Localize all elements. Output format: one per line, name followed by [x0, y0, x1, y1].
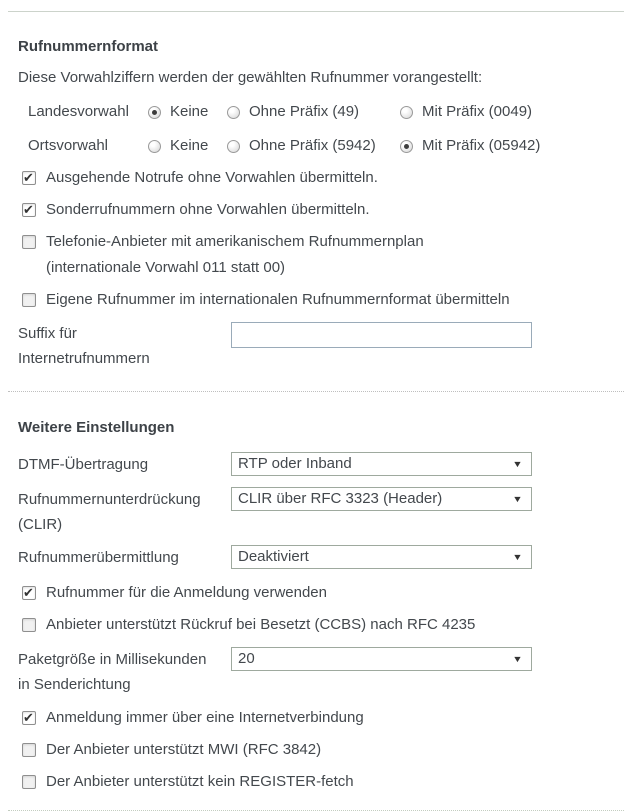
- radio-label: Mit Präfix (0049): [422, 103, 533, 120]
- radio-label: Mit Präfix (05942): [422, 137, 541, 154]
- checkbox-label-line2: (internationale Vorwahl 011 statt 00): [46, 259, 286, 276]
- select-value: CLIR über RFC 3323 (Header): [238, 490, 443, 507]
- radio-landesvorwahl-ohne-praefix[interactable]: [227, 102, 400, 122]
- checkbox-label: [46, 232, 424, 278]
- radio-label: Ohne Präfix (49): [249, 103, 360, 120]
- checkbox-label: Anbieter unterstützt Rückruf bei Besetzt (CCBS) nach RFC 4235: [46, 616, 476, 633]
- radio-label: Keine: [170, 103, 209, 120]
- checkbox-notrufe[interactable]: [22, 168, 612, 188]
- paketgroesse-label-line2: in Senderichtung: [18, 676, 131, 693]
- radio-row-ortsvorwahl: [28, 136, 612, 156]
- clir-label-line2: (CLIR): [18, 516, 63, 533]
- clir-label-line1: Rufnummernunterdrückung: [18, 491, 201, 508]
- radio-ortsvorwahl-ohne-praefix[interactable]: [227, 136, 400, 156]
- checkbox-label: Der Anbieter unterstützt kein REGISTER-fetch: [46, 773, 354, 790]
- checkbox-internationales-format[interactable]: [22, 290, 612, 310]
- radio-row-landesvorwahl: [28, 102, 612, 122]
- checkbox-icon: [22, 743, 36, 757]
- suffix-label-line1: Suffix für: [18, 325, 77, 342]
- checkbox-label: Rufnummer für die Anmeldung verwenden: [46, 584, 327, 601]
- checkbox-icon: [22, 586, 36, 600]
- select-value: RTP oder Inband: [238, 455, 352, 472]
- radio-icon: [227, 140, 240, 153]
- checkbox-rufnummer-anmeldung[interactable]: [22, 583, 612, 603]
- checkbox-label: Der Anbieter unterstützt MWI (RFC 3842): [46, 741, 322, 758]
- checkbox-amerikanischer-rufnummernplan[interactable]: [22, 232, 612, 278]
- checkbox-ccbs[interactable]: [22, 615, 612, 635]
- suffix-input[interactable]: [231, 322, 532, 348]
- clir-label: [18, 487, 231, 535]
- dtmf-select[interactable]: [231, 452, 532, 476]
- radio-icon: [400, 106, 413, 119]
- dropdown-arrow-icon: ▼: [512, 552, 523, 562]
- radio-label: Ohne Präfix (5942): [249, 137, 376, 154]
- section-title-weitere-einstellungen: Weitere Einstellungen: [18, 419, 175, 436]
- dropdown-arrow-icon: ▼: [512, 459, 523, 469]
- section-rufnummernformat: [0, 37, 632, 369]
- clir-row: [18, 487, 612, 535]
- radio-icon: [148, 106, 161, 119]
- section-title-rufnummernformat: Rufnummernformat: [18, 38, 159, 55]
- dtmf-row: [18, 452, 612, 476]
- suffix-field-row: [18, 322, 612, 369]
- dropdown-arrow-icon: ▼: [512, 494, 523, 504]
- select-value: Deaktiviert: [238, 548, 309, 565]
- checkbox-icon: [22, 775, 36, 789]
- suffix-label-line2: Internetrufnummern: [18, 350, 150, 367]
- section-divider: [8, 391, 624, 392]
- radio-landesvorwahl-mit-praefix[interactable]: [400, 102, 532, 122]
- checkbox-label: Eigene Rufnummer im internationalen Rufnummernformat übermitteln: [46, 291, 510, 308]
- radio-icon: [400, 140, 413, 153]
- clir-select[interactable]: [231, 487, 532, 511]
- radio-ortsvorwahl-mit-praefix[interactable]: [400, 136, 540, 156]
- checkbox-icon: [22, 171, 36, 185]
- checkbox-label: Ausgehende Notrufe ohne Vorwahlen übermitteln.: [46, 169, 378, 186]
- checkbox-icon: [22, 618, 36, 632]
- checkbox-icon: [22, 203, 36, 217]
- paketgroesse-row: [18, 647, 612, 695]
- checkbox-sonderrufnummern[interactable]: [22, 200, 612, 220]
- paketgroesse-label-line1: Paketgröße in Millisekunden: [18, 651, 207, 668]
- section-weitere-einstellungen: [0, 418, 632, 792]
- checkbox-icon: [22, 711, 36, 725]
- radio-icon: [148, 140, 161, 153]
- radio-ortsvorwahl-keine[interactable]: [148, 136, 227, 156]
- rufnummeruebermittlung-select[interactable]: [231, 545, 532, 569]
- checkbox-internetverbindung[interactable]: [22, 708, 612, 728]
- rufnummeruebermittlung-label: Rufnummerübermittlung: [18, 549, 179, 566]
- paketgroesse-select[interactable]: [231, 647, 532, 671]
- radio-label: Keine: [170, 137, 209, 154]
- suffix-label: [18, 322, 231, 369]
- rufnummeruebermittlung-row: [18, 545, 612, 569]
- select-value: 20: [238, 650, 255, 667]
- landesvorwahl-label: Landesvorwahl: [28, 103, 129, 120]
- checkbox-icon: [22, 235, 36, 249]
- dropdown-arrow-icon: ▼: [512, 654, 523, 664]
- checkbox-label: Sonderrufnummern ohne Vorwahlen übermitteln.: [46, 201, 370, 218]
- ortsvorwahl-label: Ortsvorwahl: [28, 137, 109, 154]
- dtmf-label: DTMF-Übertragung: [18, 456, 149, 473]
- rufnummernformat-intro: Diese Vorwahlziffern werden der gewählten Rufnummer vorangestellt:: [18, 69, 483, 86]
- checkbox-icon: [22, 293, 36, 307]
- checkbox-register-fetch[interactable]: [22, 772, 612, 792]
- paketgroesse-label: [18, 647, 231, 695]
- radio-icon: [227, 106, 240, 119]
- checkbox-mwi[interactable]: [22, 740, 612, 760]
- radio-landesvorwahl-keine[interactable]: [148, 102, 227, 122]
- checkbox-label-line1: Telefonie-Anbieter mit amerikanischem Rufnummernplan: [46, 233, 424, 250]
- top-divider: [8, 11, 624, 12]
- checkbox-label: Anmeldung immer über eine Internetverbindung: [46, 709, 364, 726]
